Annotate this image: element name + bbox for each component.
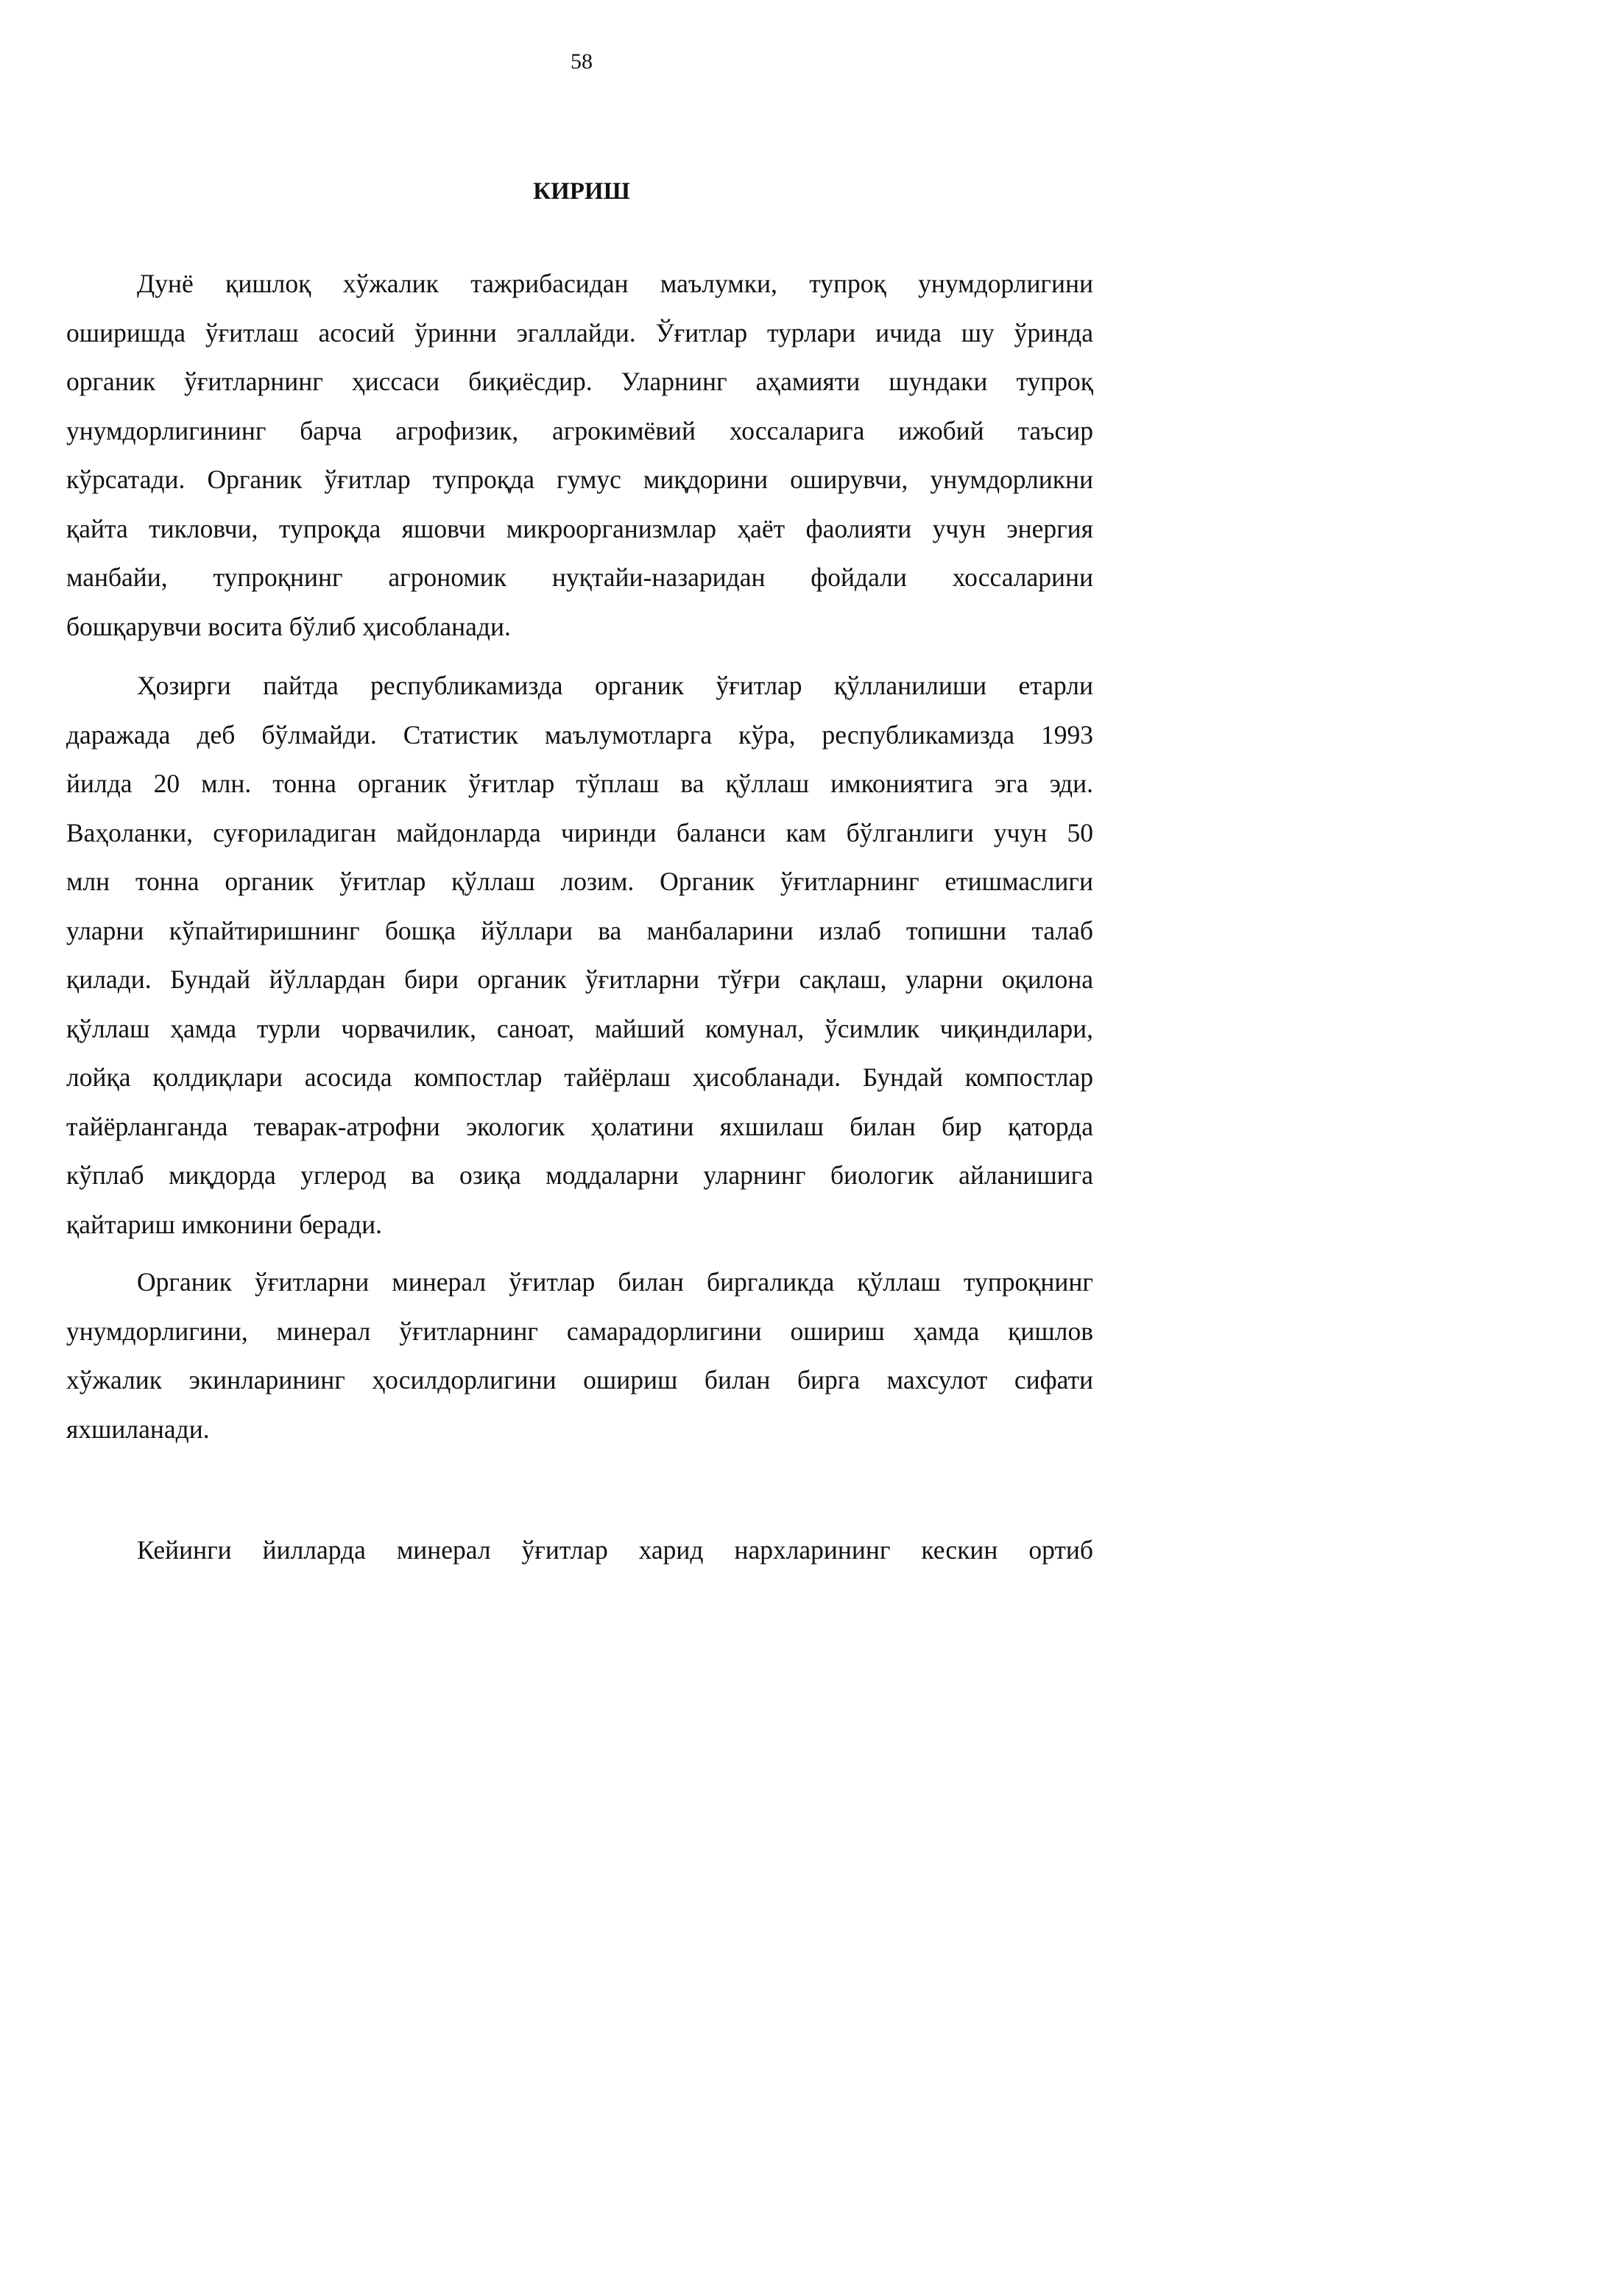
paragraph-line: қўллаш ҳамда турли чорвачилик, саноат, майший комунал, ўсимлик чиқиндилари, bbox=[66, 1013, 1093, 1043]
paragraph-line: Ваҳоланки, суғориладиган майдонларда чиринди баланси кам бўлганлиги учун 50 bbox=[66, 817, 1093, 847]
paragraph-line: органик ўғитларнинг ҳиссаси биқиёсдир. Уларнинг аҳамияти шундаки тупроқ bbox=[66, 367, 1093, 396]
paragraph-line: оширишда ўғитлаш асосий ўринни эгаллайди. Ўғитлар турлари ичида шу ўринда bbox=[66, 317, 1093, 348]
paragraph-1 bbox=[66, 259, 1093, 651]
page-number: 58 bbox=[571, 49, 593, 74]
paragraph-2 bbox=[66, 661, 1093, 1249]
paragraph-line: қайтариш имконини беради. bbox=[66, 1209, 382, 1239]
paragraph-line: тайёрланганда теварак-атрофни экологик ҳолатини яхшилаш билан бир қаторда bbox=[66, 1111, 1093, 1141]
paragraph-4 bbox=[66, 1526, 1093, 1575]
paragraph-line: Дунё қишлоқ хўжалик тажрибасидан маълумки, тупроқ унумдорлигини bbox=[137, 269, 1093, 298]
paragraph-line: Ҳозирги пайтда республикамизда органик ўғитлар қўлланилиши етарли bbox=[137, 671, 1093, 700]
paragraph-line: Кейинги йилларда минерал ўғитлар харид нархларининг кескин ортиб bbox=[137, 1535, 1093, 1565]
paragraph-line: кўрсатади. Органик ўғитлар тупроқда гумус миқдорини оширувчи, унумдорликни bbox=[66, 465, 1093, 494]
paragraph-line: хўжалик экинларининг ҳосилдорлигини ошириш билан бирга махсулот сифати bbox=[66, 1365, 1093, 1395]
paragraph-line: унумдорлигининг барча агрофизик, агрокимёвий хоссаларига ижобий таъсир bbox=[66, 415, 1093, 445]
paragraph-line: даражада деб бўлмайди. Статистик маълумотларга кўра, республикамизда 1993 bbox=[66, 719, 1093, 750]
paragraph-line: бошқарувчи восита бўлиб ҳисобланади. bbox=[66, 611, 511, 641]
paragraph-line: қилади. Бундай йўллардан бири органик ўғитларни тўғри сақлаш, уларни оқилона bbox=[66, 965, 1093, 994]
paragraph-line: уларни кўпайтиришнинг бошқа йўллари ва манбаларини излаб топишни талаб bbox=[66, 915, 1093, 945]
paragraph-line: кўплаб миқдорда углерод ва озиқа моддаларни уларнинг биологик айланишига bbox=[66, 1160, 1093, 1190]
paragraph-line: йилда 20 млн. тонна органик ўғитлар тўплаш ва қўллаш имкониятига эга эди. bbox=[66, 769, 1093, 798]
paragraph-line: манбайи, тупроқнинг агрономик нуқтайи-назаридан фойдали хоссаларини bbox=[66, 563, 1093, 592]
paragraph-3 bbox=[66, 1258, 1093, 1453]
paragraph-line: яхшиланади. bbox=[66, 1414, 210, 1444]
paragraph-line: унумдорлигини, минерал ўғитларнинг самарадорлигини ошириш ҳамда қишлов bbox=[66, 1316, 1093, 1346]
paragraph-line: қайта тикловчи, тупроқда яшовчи микроорганизмлар ҳаёт фаолияти учун энергия bbox=[66, 513, 1093, 543]
section-heading: КИРИШ bbox=[533, 178, 630, 205]
paragraph-line: лойқа қолдиқлари асосида компостлар тайёрлаш ҳисобланади. Бундай компостлар bbox=[66, 1062, 1093, 1092]
paragraph-line: Органик ўғитларни минерал ўғитлар билан биргаликда қўллаш тупроқнинг bbox=[137, 1267, 1093, 1297]
paragraph-line: млн тонна органик ўғитлар қўллаш лозим. Органик ўғитларнинг етишмаслиги bbox=[66, 867, 1093, 896]
